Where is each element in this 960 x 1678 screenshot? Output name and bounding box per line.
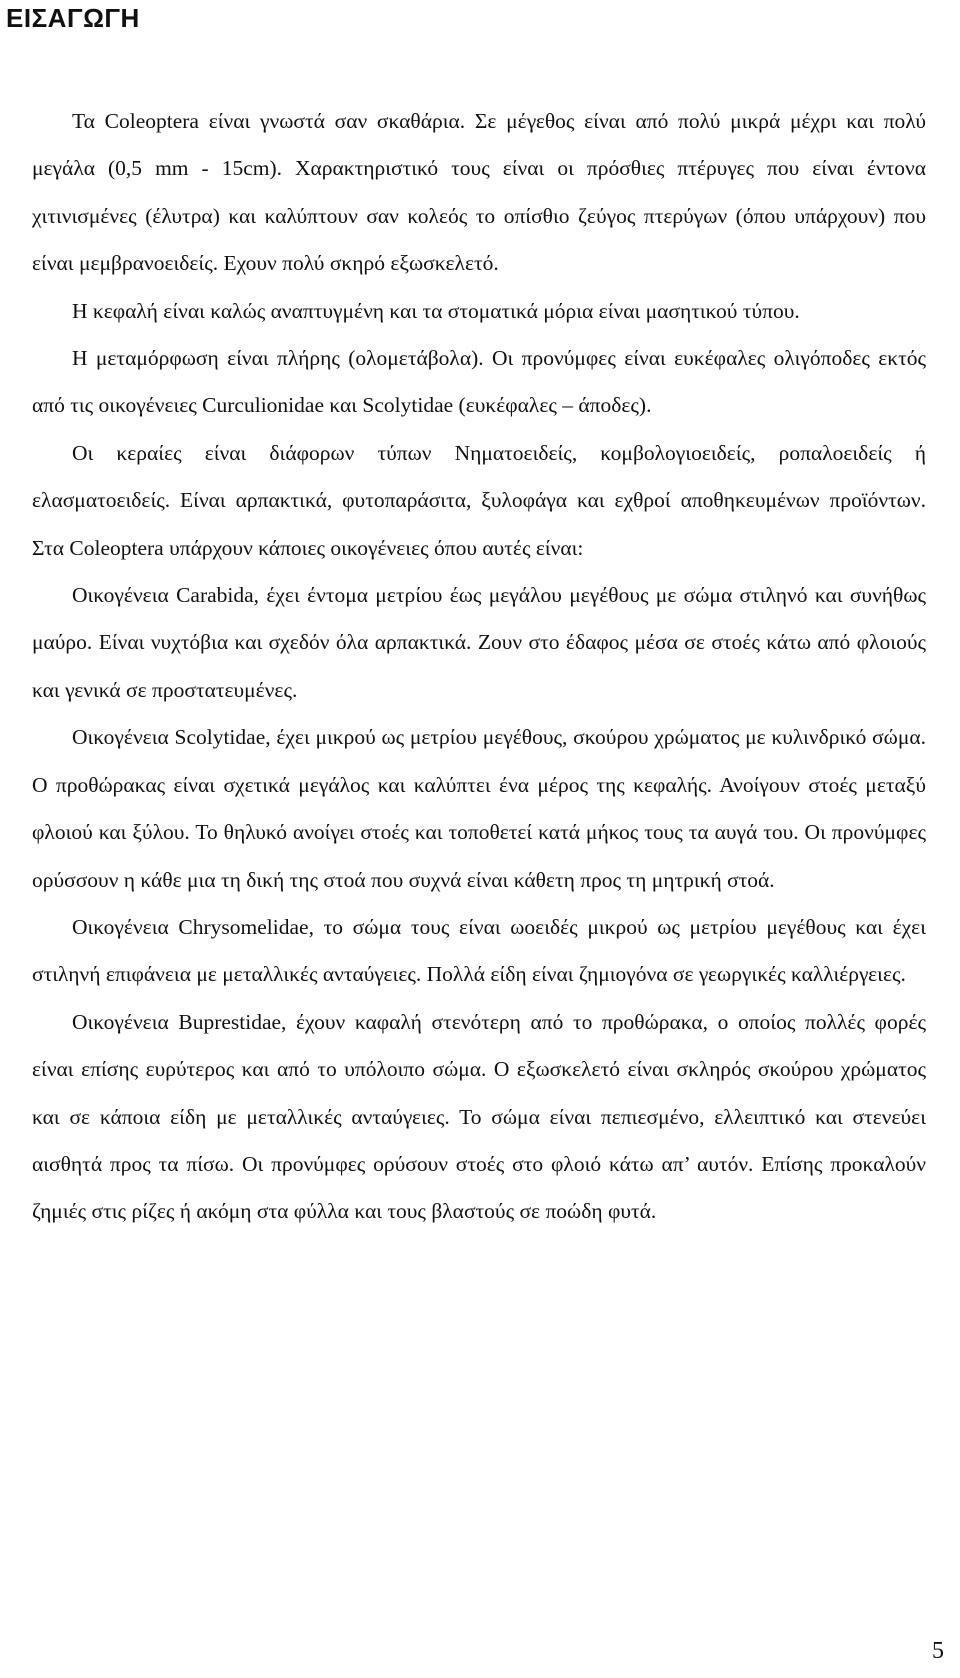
paragraph-chrysomelidae: Οικογένεια Chrysomelidae, το σώμα τους είναι ωοειδές μικρού ως μετρίου μεγέθους και έχει στιληνή επιφάνεια με μεταλλικές ανταύγειες. Πολλά είδη είναι ζημιογόνα σε γεωργικές καλλιέργειες. (32, 914, 926, 987)
paragraph-scolytidae: Οικογένεια Scolytidae, έχει μικρού ως μετρίου μεγέθους, σκούρου χρώματος με κυλινδρικό σώμα. Ο προθώρακας είναι σχετικά μεγάλος και καλύπτει ένα μέρος της κεφαλής. Ανοίγουν στοές μεταξύ φλοιού και ξύλου. Το θηλυκό ανοίγει στοές και τοποθετεί κατά μήκος τους τα αυγά του. Οι προνύμφες ορύσσουν η κάθε μια τη δική της στοά που συχνά είναι κάθετη προς τη μητρική στοά. (32, 725, 926, 892)
paragraph-intro: Τα Coleoptera είναι γνωστά σαν σκαθάρια. Σε μέγεθος είναι από πολύ μικρά μέχρι και πολύ μεγάλα (0,5 mm - 15cm). Χαρακτηριστικό τους είναι οι πρόσθιες πτέρυγες που είναι έντονα χιτινισμένες (έλυτρα) και καλύπτουν σαν κολεός το οπίσθιο ζεύγος πτερύγων (όπου υπάρχουν) που είναι μεμβρανοειδείς. Εχουν πολύ σκηρό εξωσκελετό. (32, 109, 926, 276)
section-heading: ΕΙΣΑΓΩΓΗ (6, 3, 140, 33)
paragraph-antennae: Οι κεραίες είναι διάφορων τύπων Νηματοειδείς, κομβολογιοειδείς, ροπαλοειδείς ή ελασματοειδείς. Είναι αρπακτικά, φυτοπαράσιτα, ξυλοφάγα και εχθροί αποθηκευμένων προϊόντων. Στα Coleoptera υπάρχουν κάποιες οικογένειες όπου αυτές είναι: (32, 440, 926, 560)
page-number: 5 (932, 1638, 944, 1664)
body-text (32, 98, 926, 1236)
paragraph-metamorphosis: Η μεταμόρφωση είναι πλήρης (ολομετάβολα). Οι προνύμφες είναι ευκέφαλες ολιγόποδες εκτός από τις οικογένειες Curculionidae και Scolytidae (ευκέφαλες – άποδες). (32, 346, 926, 418)
paragraph-buprestidae: Οικογένεια Buprestidae, έχουν καφαλή στενότερη από το προθώρακα, ο οποίος πολλές φορές είναι επίσης ευρύτερος και από το υπόλοιπο σώμα. Ο εξωσκελετό είναι σκληρός σκούρου χρώματος και σε κάποια είδη με μεταλλικές ανταύγειες. Το σώμα είναι πεπιεσμένο, ελλειπτικό και στενεύει αισθητά προς τα πίσω. Οι προνύμφες ορύσουν στοές στο φλοιό κάτω απ’ αυτόν. Επίσης προκαλούν ζημιές στις ρίζες ή ακόμη στα φύλλα και τους βλαστούς σε ποώδη φυτά. (32, 1009, 926, 1224)
paragraph-carabida: Οικογένεια Carabida, έχει έντομα μετρίου έως μεγάλου μεγέθους με σώμα στιληνό και συνήθως μαύρο. Είναι νυχτόβια και σχεδόν όλα αρπακτικά. Ζουν στο έδαφος μέσα σε στοές κάτω από φλοιούς και γενικά σε προστατευμένες. (32, 583, 926, 702)
paragraph-head: Η κεφαλή είναι καλώς αναπτυγμένη και τα στοματικά μόρια είναι μασητικού τύπου. (72, 298, 800, 323)
